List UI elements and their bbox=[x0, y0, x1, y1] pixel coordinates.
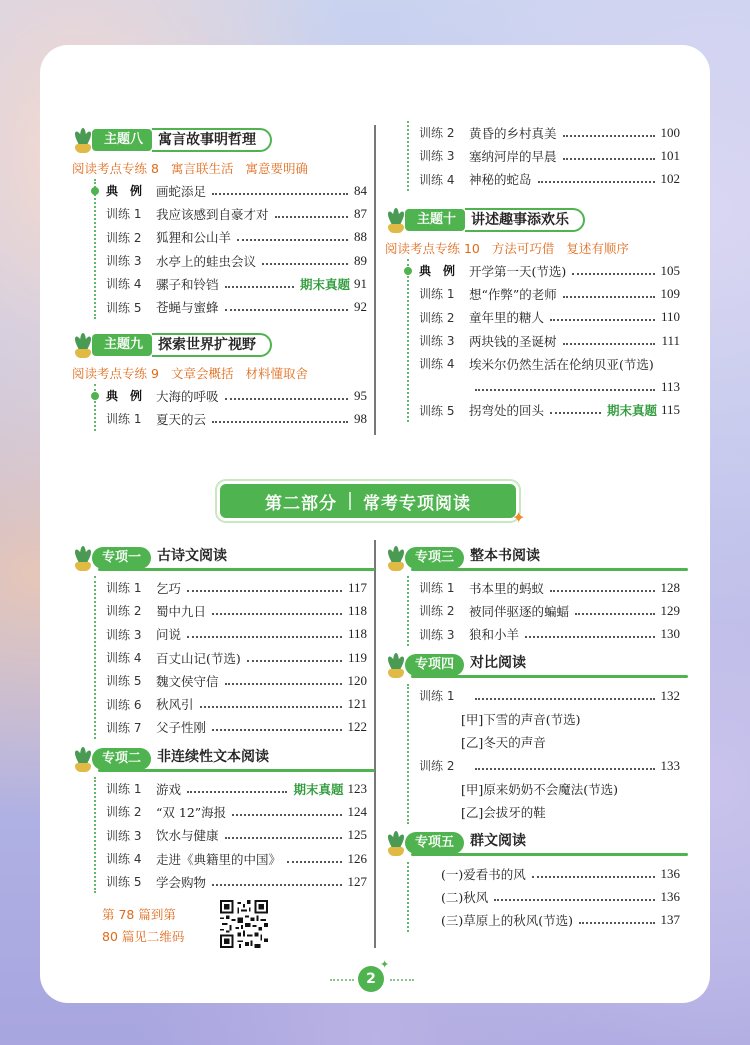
special1-header bbox=[72, 545, 367, 571]
exam-point-item: 复述有顺序 bbox=[566, 241, 629, 256]
row-tag: 训练 4 bbox=[419, 172, 455, 187]
row-title: 大海的呼吸 bbox=[156, 388, 219, 404]
bullet-icon bbox=[91, 187, 99, 195]
leader-dots bbox=[475, 768, 655, 770]
toc-row[interactable] bbox=[419, 576, 680, 599]
row-title: 秋风引 bbox=[156, 697, 194, 713]
leader-dots bbox=[538, 181, 655, 183]
exam-point-line bbox=[72, 364, 367, 382]
row-title: 童年里的糖人 bbox=[469, 310, 545, 326]
toc-row[interactable] bbox=[106, 777, 367, 800]
theme9-section bbox=[72, 332, 367, 431]
leader-dots bbox=[550, 590, 654, 592]
row-page: 101 bbox=[660, 147, 680, 163]
leader-dots bbox=[550, 412, 601, 414]
row-page: 87 bbox=[354, 205, 367, 221]
row-page: 109 bbox=[660, 285, 680, 301]
theme-label: 主题九 bbox=[92, 334, 152, 356]
toc-row[interactable] bbox=[106, 202, 367, 225]
row-page: 132 bbox=[660, 687, 680, 703]
row-tag: 训练 3 bbox=[106, 254, 142, 269]
leader-dots bbox=[275, 216, 348, 218]
row-tag: 典 例 bbox=[106, 389, 143, 404]
row-page: 136 bbox=[660, 888, 680, 904]
toc-row[interactable] bbox=[419, 862, 680, 885]
row-tag: 训练 2 bbox=[419, 604, 455, 619]
toc-row[interactable] bbox=[419, 168, 680, 191]
row-tag: 训练 3 bbox=[419, 149, 455, 164]
row-title: [乙]会拔牙的鞋 bbox=[461, 805, 546, 821]
toc-list bbox=[407, 862, 680, 932]
leader-dots bbox=[225, 398, 348, 400]
leader-dots bbox=[212, 193, 348, 195]
special-label: 专项三 bbox=[405, 547, 464, 569]
toc-row-continued[interactable] bbox=[419, 375, 680, 398]
row-page: 133 bbox=[660, 757, 680, 773]
toc-row[interactable] bbox=[106, 384, 367, 407]
row-title: 神秘的蛇岛 bbox=[469, 172, 532, 188]
row-page: 100 bbox=[660, 124, 680, 140]
theme-label: 主题十 bbox=[405, 209, 465, 231]
row-page: 125 bbox=[347, 827, 367, 843]
qr-note-line: 第 78 篇到第 bbox=[102, 907, 176, 922]
row-page: 127 bbox=[347, 873, 367, 889]
row-title: 水亭上的蛙虫会议 bbox=[156, 253, 257, 269]
qr-code-icon[interactable] bbox=[220, 900, 268, 948]
row-title: 夏天的云 bbox=[156, 411, 207, 427]
row-tag: 训练 6 bbox=[106, 697, 142, 712]
theme8-header bbox=[72, 127, 367, 153]
sparkle-icon: ✦ bbox=[512, 508, 526, 527]
special1-section bbox=[72, 545, 367, 739]
special3-section bbox=[385, 545, 680, 646]
leader-dots bbox=[225, 683, 342, 685]
toc-row[interactable] bbox=[106, 716, 367, 739]
row-title: (三)草原上的秋风(节选) bbox=[441, 913, 574, 929]
exam-point-item: 寓意要明确 bbox=[245, 161, 308, 176]
leader-dots bbox=[262, 263, 348, 265]
row-page: 84 bbox=[354, 182, 367, 198]
row-page: 105 bbox=[660, 262, 680, 278]
toc-row[interactable] bbox=[419, 399, 680, 422]
leader-dots bbox=[525, 636, 654, 638]
special4-header bbox=[385, 652, 680, 678]
row-title: 塞纳河岸的早晨 bbox=[469, 148, 557, 164]
toc-subrow[interactable] bbox=[419, 800, 680, 823]
special5-header bbox=[385, 830, 680, 856]
row-page: 136 bbox=[660, 865, 680, 881]
row-title: 书本里的蚂蚁 bbox=[469, 580, 545, 596]
bullet-icon bbox=[91, 392, 99, 400]
special-label: 专项二 bbox=[92, 748, 151, 770]
toc-row[interactable] bbox=[419, 306, 680, 329]
toc-subrow[interactable] bbox=[419, 707, 680, 730]
leader-dots bbox=[225, 286, 294, 288]
exam-point-item: 文章会概括 bbox=[170, 366, 234, 381]
row-page: 88 bbox=[354, 229, 367, 245]
toc-row[interactable] bbox=[106, 249, 367, 272]
header-underline bbox=[98, 769, 375, 772]
exam-point-line bbox=[72, 159, 367, 177]
row-title: 学会购物 bbox=[156, 874, 207, 890]
row-title: 想“作弊”的老师 bbox=[469, 286, 557, 302]
row-tag: 典 例 bbox=[419, 264, 456, 279]
row-title: 狐狸和公山羊 bbox=[156, 230, 232, 246]
row-title: (二)秋风 bbox=[441, 889, 489, 905]
theme8-section bbox=[72, 127, 367, 319]
row-page: 113 bbox=[660, 379, 680, 395]
special5-section bbox=[385, 830, 680, 932]
leader-dots bbox=[475, 698, 655, 700]
special3-header bbox=[385, 545, 680, 571]
leader-dots bbox=[225, 837, 342, 839]
row-tag: 训练 1 bbox=[106, 412, 142, 427]
exam-point-item: 材料懂取舍 bbox=[245, 366, 308, 381]
bullet-icon bbox=[404, 267, 412, 275]
toc-row[interactable] bbox=[419, 754, 680, 777]
row-page: 117 bbox=[347, 579, 367, 595]
toc-list bbox=[94, 384, 367, 431]
row-title: 画蛇添足 bbox=[156, 183, 207, 199]
banner-part-label: 第二部分 bbox=[265, 493, 337, 514]
toc-list bbox=[94, 777, 367, 893]
row-title: (一)爱看书的风 bbox=[441, 866, 526, 882]
header-underline bbox=[411, 853, 688, 856]
row-tag: 训练 1 bbox=[419, 581, 455, 596]
final-exam-badge: 期末真题 bbox=[606, 403, 657, 419]
leader-dots bbox=[287, 861, 341, 863]
toc-row[interactable] bbox=[419, 282, 680, 305]
row-page: 91 bbox=[354, 275, 367, 291]
plant-icon bbox=[385, 830, 407, 856]
theme-label: 主题八 bbox=[92, 129, 152, 151]
leader-dots bbox=[575, 613, 654, 615]
theme10-section bbox=[385, 207, 680, 422]
row-page: 95 bbox=[354, 387, 367, 403]
row-page: 102 bbox=[660, 171, 680, 187]
leader-dots bbox=[212, 421, 348, 423]
theme-title: 寓言故事明哲理 bbox=[152, 128, 272, 152]
row-title: 父子性刚 bbox=[156, 720, 207, 736]
final-exam-badge: 期末真题 bbox=[299, 276, 350, 292]
theme10-header bbox=[385, 207, 680, 233]
toc-list bbox=[407, 121, 680, 191]
leader-dots bbox=[563, 296, 655, 298]
leader-dots bbox=[550, 319, 655, 321]
toc-list bbox=[407, 576, 680, 646]
row-page: 110 bbox=[660, 309, 680, 325]
toc-list bbox=[407, 259, 680, 422]
row-page: 89 bbox=[354, 252, 367, 268]
row-page: 128 bbox=[660, 579, 680, 595]
toc-row[interactable] bbox=[106, 669, 367, 692]
exam-point-item: 方法可巧借 bbox=[491, 241, 555, 256]
row-title: 我应该感到自豪才对 bbox=[156, 206, 269, 222]
plant-icon bbox=[72, 332, 94, 358]
toc-row[interactable] bbox=[106, 824, 367, 847]
toc-row[interactable] bbox=[419, 684, 680, 707]
toc-row[interactable] bbox=[106, 847, 367, 870]
toc-row[interactable] bbox=[419, 623, 680, 646]
banner-title: 常考专项阅读 bbox=[363, 493, 471, 514]
row-tag: 训练 1 bbox=[106, 782, 142, 797]
row-title: 问说 bbox=[156, 627, 182, 643]
leader-dots bbox=[563, 343, 656, 345]
toc-list bbox=[94, 576, 367, 739]
row-tag: 训练 7 bbox=[106, 720, 142, 735]
leader-dots bbox=[247, 660, 342, 662]
qr-note bbox=[102, 904, 184, 948]
row-title: 两块钱的圣诞树 bbox=[469, 333, 557, 349]
row-title: 黄昏的乡村真美 bbox=[469, 125, 557, 141]
toc-subrow[interactable] bbox=[419, 731, 680, 754]
special-label: 专项一 bbox=[92, 547, 151, 569]
row-title: 百丈山记(节选) bbox=[156, 650, 241, 666]
row-page: 130 bbox=[660, 626, 680, 642]
exam-point-label: 阅读考点专练 8 bbox=[72, 161, 159, 176]
row-tag: 训练 3 bbox=[419, 627, 455, 642]
row-page: 115 bbox=[660, 402, 680, 418]
row-page: 98 bbox=[354, 410, 367, 426]
toc-row[interactable] bbox=[106, 870, 367, 893]
toc-row[interactable] bbox=[419, 885, 680, 908]
sparkle-icon: ✦ bbox=[380, 958, 390, 971]
row-tag: 训练 3 bbox=[106, 627, 142, 642]
special4-section bbox=[385, 652, 680, 824]
row-tag: 训练 1 bbox=[106, 581, 142, 596]
leader-dots bbox=[200, 706, 342, 708]
row-tag: 训练 2 bbox=[106, 604, 142, 619]
row-title: 魏文侯守信 bbox=[156, 673, 219, 689]
leader-dots bbox=[212, 729, 341, 731]
theme-title: 探索世界扩视野 bbox=[152, 333, 272, 357]
exam-point-label: 阅读考点专练 10 bbox=[385, 241, 480, 256]
row-title: 狼和小羊 bbox=[469, 627, 520, 643]
row-tag: 训练 1 bbox=[419, 689, 455, 704]
toc-row[interactable] bbox=[419, 329, 680, 352]
page-number-line bbox=[390, 979, 414, 981]
leader-dots bbox=[187, 636, 342, 638]
row-tag: 训练 4 bbox=[106, 277, 142, 292]
exam-point-line bbox=[385, 239, 680, 257]
theme-title: 讲述趣事添欢乐 bbox=[465, 208, 585, 232]
row-title: 饮水与健康 bbox=[156, 828, 219, 844]
header-underline bbox=[98, 568, 375, 571]
toc-row[interactable] bbox=[419, 144, 680, 167]
special2-header bbox=[72, 746, 367, 772]
row-title: 走进《典籍里的中国》 bbox=[156, 851, 282, 867]
page-number-line bbox=[330, 979, 354, 981]
row-page: 120 bbox=[347, 672, 367, 688]
row-tag: 训练 4 bbox=[419, 357, 455, 372]
leader-dots bbox=[187, 590, 342, 592]
special-label: 专项四 bbox=[405, 654, 464, 676]
row-page: 118 bbox=[347, 626, 367, 642]
row-page: 118 bbox=[347, 602, 367, 618]
toc-row[interactable] bbox=[106, 576, 367, 599]
final-exam-badge: 期末真题 bbox=[293, 781, 344, 797]
toc-row[interactable] bbox=[106, 800, 367, 823]
row-tag: 训练 5 bbox=[106, 674, 142, 689]
special-title: 群文阅读 bbox=[470, 833, 527, 849]
special-title: 整本书阅读 bbox=[470, 548, 541, 564]
toc-row[interactable] bbox=[419, 909, 680, 932]
special-title: 非连续性文本阅读 bbox=[157, 749, 270, 765]
toc-subrow[interactable] bbox=[419, 777, 680, 800]
toc-list bbox=[407, 684, 680, 824]
row-page: 126 bbox=[347, 850, 367, 866]
row-title: 埃米尔仍然生活在伦纳贝亚(节选) bbox=[469, 356, 654, 372]
plant-icon bbox=[72, 746, 94, 772]
plant-icon bbox=[385, 652, 407, 678]
plant-icon bbox=[385, 545, 407, 571]
special-title: 古诗文阅读 bbox=[157, 548, 228, 564]
banner-separator bbox=[349, 492, 351, 510]
page-number: 2 bbox=[358, 966, 384, 992]
plant-icon bbox=[72, 127, 94, 153]
header-underline bbox=[411, 568, 688, 571]
toc-row[interactable] bbox=[419, 352, 680, 375]
row-title: 蜀中九日 bbox=[156, 603, 207, 619]
row-page: 124 bbox=[347, 803, 367, 819]
row-title: [乙]冬天的声音 bbox=[461, 735, 546, 751]
toc-row[interactable] bbox=[106, 226, 367, 249]
toc-row[interactable] bbox=[419, 259, 680, 282]
row-title: [甲]原来奶奶不会魔法(节选) bbox=[461, 781, 619, 797]
row-page: 123 bbox=[347, 780, 367, 796]
row-tag: 训练 3 bbox=[106, 828, 142, 843]
leader-dots bbox=[232, 814, 341, 816]
toc-row[interactable] bbox=[419, 121, 680, 144]
leader-dots bbox=[563, 135, 655, 137]
row-page: 92 bbox=[354, 299, 367, 315]
row-page: 119 bbox=[347, 649, 367, 665]
row-tag: 训练 5 bbox=[419, 403, 455, 418]
theme9-header bbox=[72, 332, 367, 358]
toc-row[interactable] bbox=[106, 623, 367, 646]
theme9-continued bbox=[385, 121, 680, 191]
leader-dots bbox=[579, 922, 654, 924]
row-tag: 典 例 bbox=[106, 184, 143, 199]
toc-list bbox=[94, 179, 367, 319]
row-tag: 训练 5 bbox=[106, 875, 142, 890]
toc-row[interactable] bbox=[106, 179, 367, 202]
row-page: 121 bbox=[347, 696, 367, 712]
special-label: 专项五 bbox=[405, 832, 464, 854]
row-tag: 训练 5 bbox=[106, 300, 142, 315]
row-page: 122 bbox=[347, 719, 367, 735]
row-tag: 训练 2 bbox=[106, 805, 142, 820]
exam-point-item: 寓言联生活 bbox=[170, 161, 234, 176]
row-title: 拐弯处的回头 bbox=[469, 403, 545, 419]
leader-dots bbox=[237, 239, 348, 241]
row-title: [甲]下雪的声音(节选) bbox=[461, 711, 581, 727]
leader-dots bbox=[225, 309, 348, 311]
row-tag: 训练 1 bbox=[419, 287, 455, 302]
row-tag: 训练 2 bbox=[106, 230, 142, 245]
plant-icon bbox=[385, 207, 407, 233]
column-divider bbox=[374, 125, 376, 435]
leader-dots bbox=[494, 899, 654, 901]
special2-section bbox=[72, 746, 367, 893]
row-tag: 训练 2 bbox=[419, 759, 455, 774]
leader-dots bbox=[532, 876, 655, 878]
row-title: 游戏 bbox=[156, 781, 182, 797]
row-tag: 训练 4 bbox=[106, 852, 142, 867]
part-two-banner bbox=[220, 484, 516, 518]
row-title: 被同伴驱逐的蝙蝠 bbox=[469, 603, 570, 619]
column-divider bbox=[374, 540, 376, 948]
row-tag: 训练 2 bbox=[419, 310, 455, 325]
toc-row[interactable] bbox=[106, 295, 367, 318]
toc-row[interactable] bbox=[106, 272, 367, 295]
row-title: 开学第一天(节选) bbox=[469, 263, 567, 279]
qr-note-line: 80 篇见二维码 bbox=[102, 929, 185, 944]
leader-dots bbox=[187, 791, 287, 793]
leader-dots bbox=[212, 884, 341, 886]
row-title: “双 12”海报 bbox=[156, 804, 227, 820]
toc-row[interactable] bbox=[106, 692, 367, 715]
leader-dots bbox=[572, 273, 654, 275]
row-title: 乞巧 bbox=[156, 580, 182, 596]
header-underline bbox=[411, 675, 688, 678]
row-title: 骡子和铃铛 bbox=[156, 276, 219, 292]
row-tag: 训练 4 bbox=[106, 651, 142, 666]
toc-row[interactable] bbox=[106, 407, 367, 430]
toc-row[interactable] bbox=[106, 646, 367, 669]
toc-row[interactable] bbox=[106, 599, 367, 622]
row-tag: 训练 2 bbox=[419, 126, 455, 141]
row-title: 苍蝇与蜜蜂 bbox=[156, 300, 219, 316]
row-page: 129 bbox=[660, 602, 680, 618]
row-tag: 训练 3 bbox=[419, 334, 455, 349]
leader-dots bbox=[212, 613, 342, 615]
exam-point-label: 阅读考点专练 9 bbox=[72, 366, 159, 381]
row-page: 137 bbox=[660, 912, 680, 928]
leader-dots bbox=[563, 158, 655, 160]
plant-icon bbox=[72, 545, 94, 571]
toc-row[interactable] bbox=[419, 599, 680, 622]
leader-dots bbox=[475, 389, 655, 391]
row-page: 111 bbox=[661, 332, 680, 348]
row-tag: 训练 1 bbox=[106, 207, 142, 222]
special-title: 对比阅读 bbox=[470, 655, 527, 671]
